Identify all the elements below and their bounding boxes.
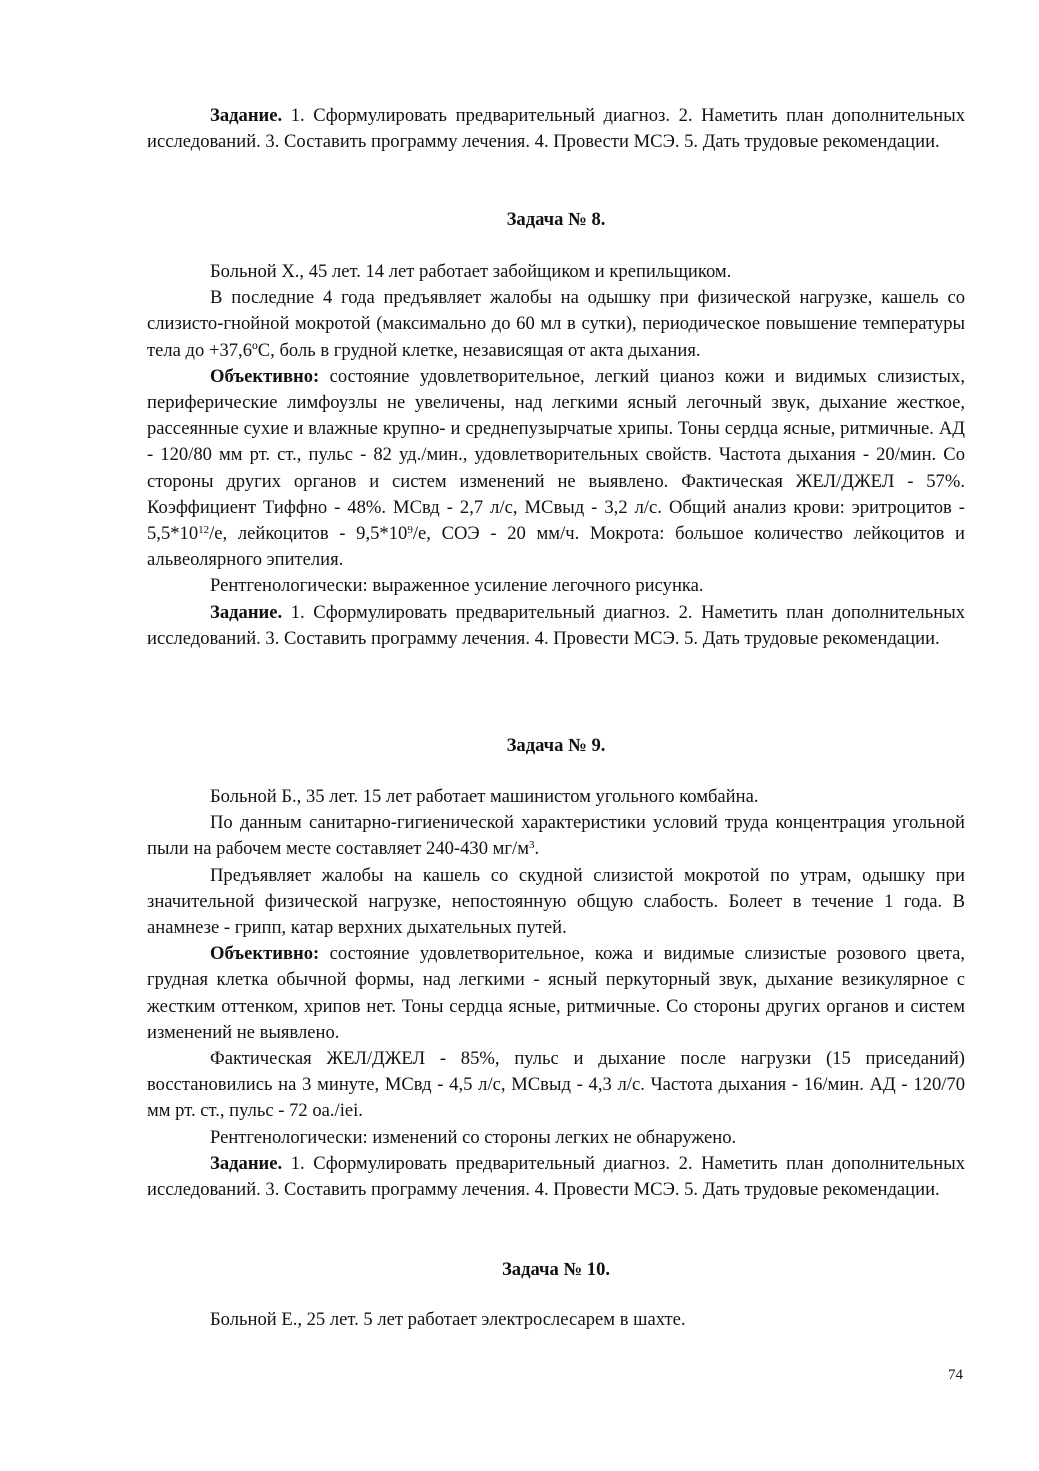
hygiene-end: . <box>534 838 540 860</box>
objective-text-part-2: /е, лейкоцитов - 9,5*10 <box>209 523 408 545</box>
objective-text: состояние удовлетворительное, кожа и видимые слизистые розового цвета, грудная клетка обычной формы, над легкими - ясный перкуторный звук, дыхание везикулярное с жестким оттенком, хрипов нет. Тоны сердца ясные, ритмичные. Со стороны других органов и систем изменений не выявлено. <box>147 943 965 1043</box>
problem-9-objective <box>147 941 965 1046</box>
problem-8-body <box>147 259 965 652</box>
hygiene-exponent: 3 <box>529 839 535 852</box>
problem-9-heading-block <box>147 733 965 759</box>
problem-8-intro: Больной Х., 45 лет. 14 лет работает забойщиком и крепильщиком. <box>210 261 732 282</box>
page-number: 74 <box>948 1367 963 1383</box>
task-paragraph <box>147 103 965 155</box>
problem-9-complaints: Предъявляет жалобы на кашель со скудной слизистой мокротой по утрам, одышку при значительной физической нагрузке, непостоянную общую слабость. Болеет в течение 1 года. В анамнезе - грипп, катар верхних дыхательных путей. <box>147 864 965 939</box>
objective-label: Объективно: <box>210 943 320 965</box>
problem-10-body <box>147 1307 965 1333</box>
task-label: Задание. <box>210 1152 283 1174</box>
hygiene-text: По данным санитарно-гигиенической характеристики условий труда концентрация угольной пыли на рабочем месте составляет 240-430 мг/м <box>147 812 965 860</box>
problem-8-complaints: В последние 4 года предъявляет жалобы на одышку при физической нагрузке, кашель со слизисто-гнойной мокротой (максимально до 60 мл в сутки), периодическое повышение температуры тела до +37,6ºС, боль в грудной клетке, независящая от акта дыхания. <box>147 287 965 361</box>
objective-label: Объективно: <box>210 365 320 387</box>
exponent-erythrocytes: 12 <box>198 524 210 537</box>
problem-8-xray: Рентгенологически: выраженное усиление легочного рисунка. <box>210 575 704 597</box>
problem-9-xray: Рентгенологически: изменений со стороны легких не обнаружено. <box>210 1126 737 1148</box>
problem-9-task <box>147 1151 965 1203</box>
problem-10-heading-block <box>147 1257 965 1283</box>
problem-9-body <box>147 784 965 1203</box>
problem-9-function-tests: Фактическая ЖЕЛ/ДЖЕЛ - 85%, пульс и дыхание после нагрузки (15 приседаний) восстановились на 3 минуте, МСвд - 4,5 л/с, МСвыд - 4,3 л/с. Частота дыхания - 16/мин. АД - 120/70 мм рт. ст., пульс - 72 оа./iei. <box>147 1048 965 1122</box>
task-label: Задание. <box>210 105 283 126</box>
objective-text-part-1: состояние удовлетворительное, легкий цианоз кожи и видимых слизистых, периферические лимфоузлы не увеличены, над легкими ясный легочный звук, дыхание жесткое, рассеянные сухие и влажные крупно- и среднепузырчатые хрипы. Тоны сердца ясные, ритмичные. АД - 120/80 мм рт. ст., пульс - 82 уд./мин., удовлетворительных свойств. Частота дыхания - 20/мин. Со стороны других органов и систем изменений не выявлено. Фактическая ЖЕЛ/ДЖЕЛ - 57%. Коэффициент Тиффно - 48%. МСвд - 2,7 л/с, МСвыд - 3,2 л/с. Общий анализ крови: эритроцитов - 5,5*10 <box>147 365 965 545</box>
objective-text-part-3: /е, СОЭ - 20 мм/ч. Мокрота: большое количество лейкоцитов и альвеолярного эпителия. <box>147 523 965 571</box>
problem-8-objective <box>147 364 965 574</box>
problem-9-intro: Больной Б., 35 лет. 15 лет работает машинистом угольного комбайна. <box>210 786 759 807</box>
task-text: 1. Сформулировать предварительный диагноз. 2. Наметить план дополнительных исследований. 3. Составить программу лечения. 4. Провести МСЭ. 5. Дать трудовые рекомендации. <box>147 105 965 153</box>
exponent-leukocytes: 9 <box>407 524 413 537</box>
problem-10-intro: Больной Е., 25 лет. 5 лет работает электрослесарем в шахте. <box>210 1309 686 1330</box>
problem-8-heading-block <box>147 207 965 233</box>
task-label: Задание. <box>210 601 283 623</box>
problem-10-heading: Задача № 10. <box>501 1259 611 1280</box>
problem-9-hygiene <box>147 810 965 862</box>
task-text: 1. Сформулировать предварительный диагноз. 2. Наметить план дополнительных исследований. 3. Составить программу лечения. 4. Провести МСЭ. 5. Дать трудовые рекомендации. <box>147 601 965 649</box>
task-block-top <box>147 103 965 155</box>
problem-9-heading: Задача № 9. <box>506 735 606 756</box>
problem-8-task <box>147 600 965 652</box>
task-text: 1. Сформулировать предварительный диагноз. 2. Наметить план дополнительных исследований. 3. Составить программу лечения. 4. Провести МСЭ. 5. Дать трудовые рекомендации. <box>147 1152 965 1201</box>
problem-8-heading: Задача № 8. <box>506 209 606 230</box>
